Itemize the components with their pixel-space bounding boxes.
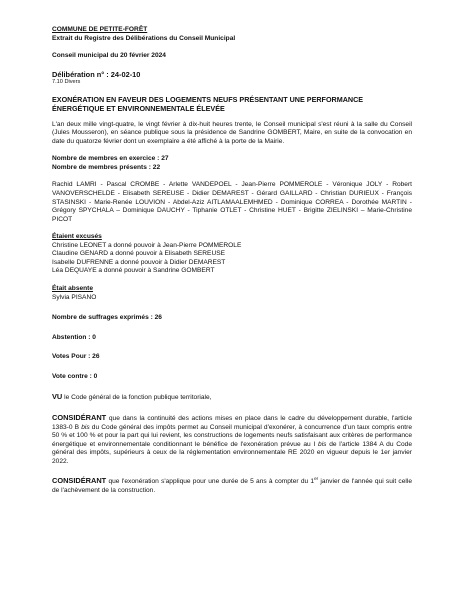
- considerant-1: [52, 413, 412, 466]
- absent-heading: Était absente: [52, 285, 94, 293]
- excused-line: Claudine GENARD a donné pouvoir à Elisabeth SEREUSE: [52, 250, 225, 258]
- deliberation-title: EXONÉRATION EN FAVEUR DES LOGEMENTS NEUFS PRÉSENTANT UNE PERFORMANCE ÉNERGÉTIQUE ET ENVIRONNEMENTALE ÉLEVÉE: [52, 94, 364, 113]
- intro-paragraph: L'an deux mille vingt-quatre, le vingt février à dix-huit heures trente, le Conseil municipal s'est réuni à la salle du Conseil (Jules Mousseron), en séance publique sous la présidence de Sandrine GOMBERT, Maire, en suite de la convocation en date du quatorze février dont un exemplaire a été affiché à la porte de la Mairie.: [52, 120, 412, 145]
- considerant-2-sup: er: [314, 476, 319, 482]
- commune-name: COMMUNE DE PETITE-FORÊT: [52, 26, 148, 33]
- votes-abstention: Abstention : 0: [52, 333, 96, 341]
- vu-lead: VU: [52, 392, 63, 402]
- session-date: Conseil municipal du 20 février 2024: [52, 52, 166, 60]
- votes-against: Vote contre : 0: [52, 372, 98, 380]
- considerant-2: [52, 476, 412, 495]
- vu-text: le Code général de la fonction publique territoriale,: [64, 394, 212, 402]
- members-present-count: Nombre de membres présents : 22: [52, 163, 161, 171]
- absent-block: [52, 285, 412, 302]
- considerant-2-lead: CONSIDÉRANT: [52, 476, 107, 486]
- considerant-1-bis-a: bis: [81, 423, 90, 431]
- vu-paragraph: [52, 392, 412, 403]
- document-page: [52, 26, 412, 496]
- register-extract: Extrait du Registre des Délibérations du Conseil Municipal: [52, 34, 236, 42]
- considerant-1-bis-b: bis: [318, 440, 327, 448]
- considerant-1-text-b: du Code général des impôts permet au Conseil municipal d'exonérer, à concurrence d'un taux compris entre 50 % et 100 % et pour la part qui lui revient, les constructions de logements neufs satisfaisant aux critères de performance énergétique et environnementale conditionnant le bénéfice de l'exonération prévue au I: [52, 423, 413, 448]
- votes-block: [52, 314, 412, 381]
- votes-for: Votes Pour : 26: [52, 353, 100, 361]
- considerant-2-text-a: que l'exonération s'applique pour une durée de 5 ans à compter du 1: [108, 478, 315, 486]
- excused-line: Isabelle DUFRENNE a donné pouvoir à Didier DEMAREST: [52, 258, 226, 266]
- excused-line: Christine LEONET a donné pouvoir à Jean-Pierre POMMEROLE: [52, 241, 242, 249]
- considerant-1-text-c: de l'article 1384 A du Code général des impôts, supérieurs à ceux de la réglementation environnementale RE 2020 en vigueur depuis le 1er janvier 2022.: [52, 440, 412, 465]
- considerant-2-text-b: janvier de l'année qui suit celle de l'achèvement de la construction.: [52, 478, 412, 495]
- excused-line: Léa DEQUAYE a donné pouvoir à Sandrine GOMBERT: [52, 267, 215, 275]
- considerant-1-text-a: que dans la continuité des actions mises en place dans le cadre du développement durable, l'article 1383-0 B: [52, 414, 412, 431]
- considerant-1-lead: CONSIDÉRANT: [52, 412, 107, 422]
- members-in-office: Nombre de membres en exercice : 27: [52, 155, 169, 163]
- members-block: [52, 155, 412, 224]
- deliberation-number: Délibération n° : 24-02-10: [52, 69, 141, 79]
- header-block: [52, 26, 412, 87]
- votes-expressed: Nombre de suffrages exprimés : 26: [52, 314, 162, 322]
- members-present-list: Rachid LAMRI - Pascal CROMBE - Arlette VANDEPOEL - Jean-Pierre POMMEROLE - Véronique JOLY - Robert VANOVERSCHELDE - Elisabeth SEREUSE - Didier DEMAREST - Gérard GAILLARD - Christian DURIEUX - François STASINSKI - Marie-Renée LOUVION - Abdel-Aziz AITLAMAALEMHMED - Dominique CORREA - Dorothée MARTIN - Grégory SPYCHALA – Dominique DAUCHY - Tiphanie OTLET - Christine HUET - Brigitte ZIELINSKI – Marie-Christine PICOT: [52, 181, 412, 223]
- excused-heading: Étaient excusés: [52, 233, 102, 241]
- excused-block: [52, 233, 412, 276]
- deliberation-category: 7.10 Divers: [52, 79, 81, 86]
- absent-name: Sylvia PISANO: [52, 293, 97, 301]
